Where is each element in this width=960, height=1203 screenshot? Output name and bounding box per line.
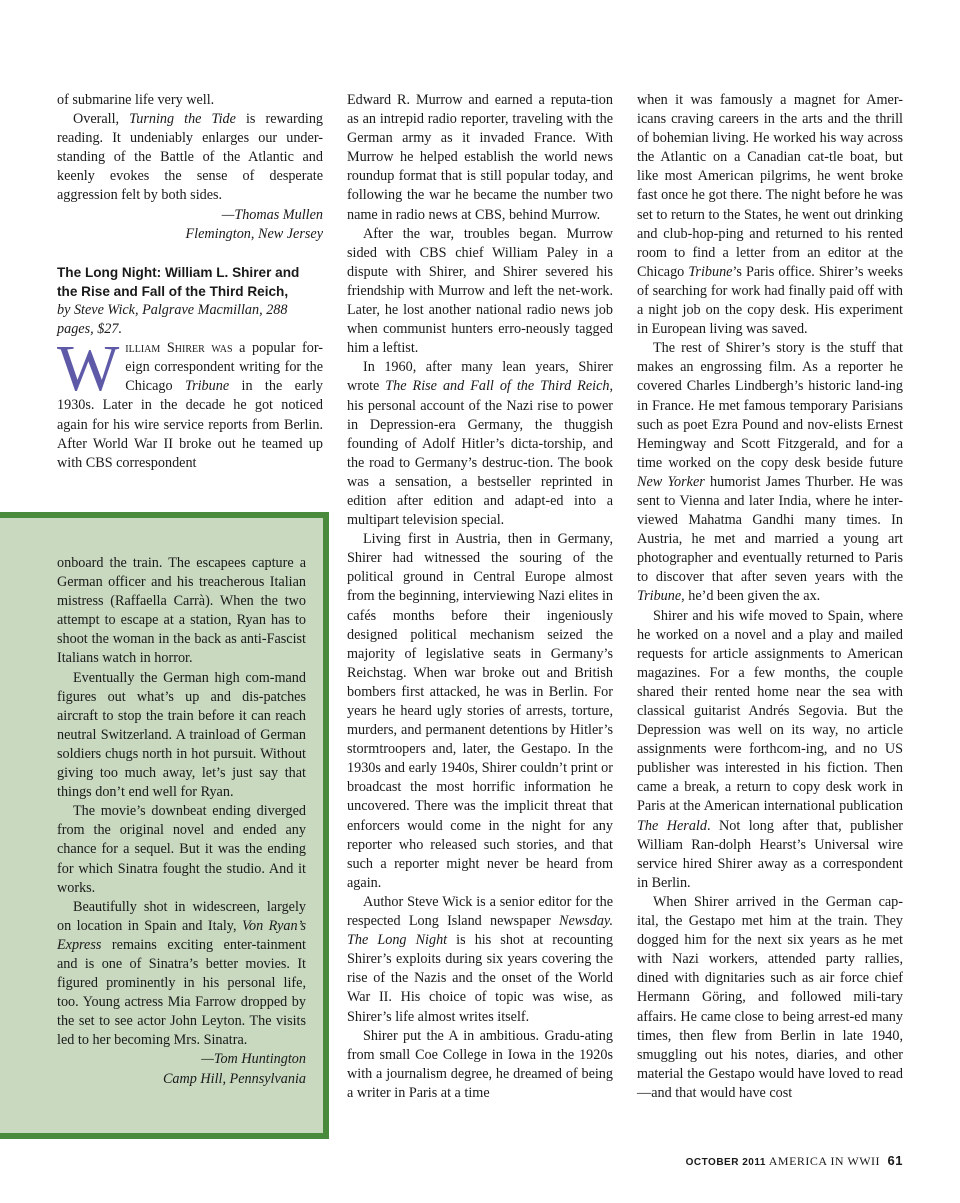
paragraph: Edward R. Murrow and earned a reputa-tion as an intrepid radio reporter, traveling with the German army as it invaded France. With Murrow he helped establish the world news roundup format that is still popular today, and following the war he became the number two name in radio news at CBS, behind Murrow.: [347, 92, 613, 223]
paragraph: Shirer put the A in ambitious. Gradu-ating from small Coe College in Iowa in the 1920s with a journalism degree, he dreamed of being a writer in Paris at a time: [347, 1027, 613, 1101]
text: , his personal account of the Nazi rise to power in Depression-era Germany, the thuggish founding of Adolf Hitler’s dicta-torship, and the road to Germany’s destruc-tion. The book was a sensation, a bestseller reprinted in edition after edition and adapt-ed into a multipart television special.: [347, 378, 614, 529]
book-title-italic: Turning the Tide: [129, 111, 236, 128]
text: . Not long after that, publisher William Ran-dolph Hearst’s Universal wire service hired Shirer away as a correspondent in Berlin.: [637, 817, 903, 891]
text: Beautifully shot in widescreen, largely on location in Spain and Italy,: [57, 898, 306, 934]
paragraph: onboard the train. The escapees capture a German officer and his treacherous Italian mistress (Raffaella Carrà). When the two attempt to escape at a station, Ryan has to shoot the woman in the back as anti-Fascist Italians watch in horror.: [57, 555, 306, 667]
italic-text: Tribune: [688, 263, 733, 280]
text: when it was famously a magnet for Amer-icans craving careers in the arts and the thrill of bohemian living. He worked his way across the Atlantic on a Canadian cat-tle boat, but like most American pilgrims, he went broke fast once he got there. The night before he was set to return to the States, he went out drinking and club-hop-ping and returned to his rented room to find a letter from an editor at the Chicago: [637, 92, 903, 280]
text: Shirer and his wife moved to Spain, where he worked on a novel and a play and mailed requests for article assignments to American magazines. For a few months, the couple shared their rented home near the sea with classical guitarist Andrés Segovia. But the Depression was well on its way, no article assignments were forthcom-ing, and no US publisher was interested in his fiction. Then came a break, a return to copy desk work in Paris at the American international publication: [637, 607, 903, 815]
italic-text: The Herald: [637, 817, 707, 834]
text: , he’d been given the ax.: [681, 588, 821, 605]
text: In 1960, after many lean years, Shirer wrote: [347, 359, 613, 395]
film-title-italic: Von Ryan’s Express: [57, 917, 306, 953]
paragraph: [637, 339, 903, 606]
page-number: 61: [887, 1153, 903, 1168]
text: in the early 1930s. Later in the decade he got noticed again for his wire service reports from Berlin. After World War II broke out he teamed up with CBS correspondent: [57, 378, 323, 471]
paragraph: The movie’s downbeat ending diverged from the original novel and ended any chance for a sequel. But it was the ending for which Sinatra fought the studio. And it works.: [57, 803, 306, 896]
book-title-italic: The Rise and Fall of the Third Reich: [385, 378, 610, 395]
signature-location: Camp Hill, Pennsylvania: [162, 1070, 306, 1087]
signature-name: —Thomas Mullen: [221, 206, 323, 223]
italic-text: Tribune: [637, 588, 682, 605]
text: is his shot at recounting Shirer’s exploits during six years covering the rise of the Nazis and the onset of the World War II. His choice of topic was wise, as Shirer’s life almost writes itself.: [347, 932, 613, 1025]
column-1: [57, 91, 323, 473]
text: Author Steve Wick is a senior editor for the respected Long Island newspaper: [347, 893, 613, 930]
text: ’s Paris office. Shirer’s weeks of searching for work had finally paid off with a night job on the copy desk. His experiment in European living was saved.: [637, 263, 903, 338]
paragraph: [637, 91, 903, 339]
page-footer: [686, 1153, 903, 1169]
text: The rest of Shirer’s story is the stuff that makes an engrossing film. As a reporter he covered Charles Lindbergh’s historic land-ing in France. He met famous temporary Parisians such as poet Ezra Pound and nov-elists Ernest Hemingway and Scott Fitzgerald, and for a time worked on the copy desk beside future: [637, 340, 903, 471]
lead-in: illiam Shirer was: [125, 340, 233, 357]
paragraph: of submarine life very well.: [57, 92, 215, 108]
text: humorist James Thurber. He was sent to Vienna and later India, where he inter-viewed Mahatma Gandhi many times. In Austria, he met and married a young art photographer and eventually returned to Paris to discover that after seven years with the: [637, 473, 903, 586]
paragraph: [57, 898, 306, 1051]
sidebar-column: [57, 554, 306, 1089]
text: a popular for-eign correspondent writing for the Chicago: [125, 340, 323, 395]
issue-date: OCTOBER 2011: [685, 1157, 766, 1168]
movie-review-sidebar: [0, 512, 329, 1139]
signature-location: Flemington, New Jersey: [185, 225, 323, 242]
italic-text: Tribune: [184, 378, 230, 395]
italic-text: New Yorker: [637, 473, 705, 490]
review-intro-paragraph: [57, 332, 323, 473]
paragraph: Living first in Austria, then in Germany, Shirer had witnessed the souring of the political ground in Central Europe almost from the beginning, interviewing Nazi elites in cafés months before their ingeniously designed political mechanism seized the majority of legislative seats in Germany’s Reichstag. When war broke out and British bombers first attacked, he was in Berlin. For years he heard ugly stories of arrests, torture, murders, and permanent detentions by Hitler’s stormtroopers and, later, the Gestapo. In the 1930s and early 1940s, Shirer couldn’t print or broadcast the most horrific information he uncovered. There was the implicit threat that enforcers would come in the night for any reporter who released such stories, and that such a reporter might never be heard from again.: [347, 531, 613, 891]
drop-cap: W: [57, 332, 120, 406]
paragraph: Eventually the German high com-mand figures out what’s up and dis-patches aircraft to stop the train before it can reach neutral Switzerland. A trainload of German soldiers chugs north in hot pursuit. Without giving too much away, let’s just say that things don’t end well for Ryan.: [57, 669, 306, 801]
paragraph: After the war, troubles began. Murrow sided with CBS chief William Paley in a dispute with Shirer, and Shirer severed his friendship with Murrow and left the net-work. Later, he lost another national radio news job when communist hunters erro-neously tagged him a leftist.: [347, 225, 613, 357]
column-2: [347, 91, 613, 1103]
text: remains exciting enter-tainment and is one of Sinatra’s better movies. It figured prominently in his personal life, too. Young actress Mia Farrow dropped by the set to see actor John Leyton. The visits led to her becoming Mrs. Sinatra.: [57, 936, 306, 1049]
column-3: [637, 91, 903, 1103]
text: is rewarding reading. It undeniably enlarges our under-standing of the Battle of the Atlantic and keenly evokes the sense of desperate aggression felt by both sides.: [57, 111, 324, 204]
paragraph: [347, 893, 613, 1027]
paragraph: [57, 110, 323, 205]
magazine-name: AMERICA IN WWII: [768, 1154, 881, 1168]
paragraph: When Shirer arrived in the German cap-ital, the Gestapo met him at the train. They dogged him for the next six years as he met with Nazi workers, attended party rallies, dined with dignitaries such as air force chief Hermann Göring, and followed mili-tary affairs. He came close to being arrest-ed many times, then flew from Berlin in late 1940, smuggling out his notes, diaries, and other material the Gestapo would have loved to read—and that would have cost: [637, 893, 903, 1101]
italic-text: Newsday. The Long Night: [347, 913, 613, 949]
book-review-title: The Long Night: William L. Shirer and the Rise and Fall of the Third Reich,: [57, 264, 300, 299]
paragraph: [637, 607, 903, 893]
paragraph: [347, 358, 613, 530]
book-review-meta: by Steve Wick, Palgrave Macmillan, 288 pages, $27.: [57, 301, 288, 338]
text: Overall,: [73, 111, 130, 128]
signature-name: —Tom Huntington: [201, 1051, 306, 1068]
